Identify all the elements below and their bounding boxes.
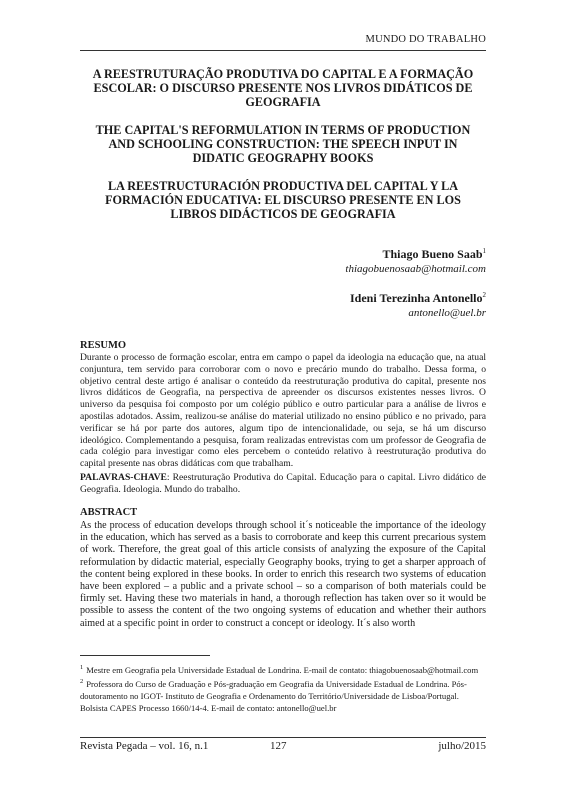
running-head: MUNDO DO TRABALHO <box>365 34 486 45</box>
issue-date: julho/2015 <box>438 740 486 752</box>
author-1-note: 1 <box>482 247 486 255</box>
author-1-email: thiagobuenosaab@hotmail.com <box>345 263 486 275</box>
keywords-text: : Reestruturação Produtiva do Capital. Educação para o capital. Livro didático de Geografia. Ideologia. Mundo do trabalho. <box>80 472 486 495</box>
header-rule <box>80 50 486 51</box>
footnote-1: $^1$ Mestre em Geografia pela Universidade Estadual de Londrina. E-mail de contato: thiagobuenosaab@hotmail.com <box>80 664 479 675</box>
footnote-rule <box>80 655 210 656</box>
footnote-2: $^2$ Professora do Curso de Graduação e Pós-graduação em Geografia da Universidade Estadual de Londrina. Pós-doutoramento no IGOT- Instituto de Geografia e Ordenamento do Território/Universidade de Lisboa/Portugal. Bolsista CAPES Processo 1660/14-4. E-mail de contato: antonello@uel.br <box>80 677 467 713</box>
resumo-heading: RESUMO <box>80 340 127 351</box>
title-portuguese: A REESTRUTURAÇÃO PRODUTIVA DO CAPITAL E A FORMAÇÃO ESCOLAR: O DISCURSO PRESENTE NOS LIVROS DIDÁTICOS DE GEOGRAFIA <box>92 67 474 109</box>
keywords-paragraph <box>80 472 486 496</box>
title-block <box>86 67 480 235</box>
author-2-name: Ideni Terezinha Antonello <box>350 291 483 305</box>
author-2-note: 2 <box>482 291 486 299</box>
title-english: THE CAPITAL'S REFORMULATION IN TERMS OF PRODUCTION AND SCHOOLING CONSTRUCTION: THE SPEECH INPUT IN DIDATIC GEOGRAPHY BOOKS <box>95 123 471 165</box>
title-spanish: LA REESTRUCTURACIÓN PRODUCTIVA DEL CAPITAL Y LA FORMACIÓN EDUCATIVA: EL DISCURSO PRESENTE EN LOS LIBROS DIDÁCTICOS DE GEOGRAFIA <box>105 179 461 221</box>
abstract-text: As the process of education develops through school it´s noticeable the importance of the ideology in the education, which has served as a basis to corroborate and keep this current precarious system of work. Therefore, the great goal of this article consists of analyzing the exposure of the Capital reformulation by didactic material, especially Geography books, trying to get a sharper approach of the content being explored in these books. In order to enrich this research two systems of education have been explored – a public and a private school – so a comparison of both materials could be firmly set. Having these two materials in hand, a thorough reflection has taken over so it would be possible to assess the content of the two ongoing systems of education and whether their authors aimed at a specific point in order to construct a concept or ideology. It´s also worth <box>80 520 486 629</box>
author-1 <box>345 244 486 276</box>
author-1-name: Thiago Bueno Saab <box>382 247 483 261</box>
resumo-text: Durante o processo de formação escolar, entra em campo o papel da ideologia na educação que, na atual conjuntura, tem servido para corroborar com o novo e precário mundo do trabalho. Dessa forma, o objetivo central deste artigo é analisar o conteúdo da reestruturação produtiva do capital, presente nos livros didáticos de Geografia, na perspectiva de apreender os discursos existentes nesses livros. O universo da pesquisa foi composto por um colégio público e outro particular para a análise de livros e apostilas adotados. Assim, realizou-se análise do material utilizado no ensino público e no privado, para verificar se há por parte dos autores, algum tipo de intencionalidade, ou seja, se há um discurso ideológico. Complementando a pesquisa, foram realizadas entrevistas com um professor de Geografia de cada colégio para investigar como eles percebem o conteúdo relativo à reestruturação produtiva do capital presente nas obras didáticas com que trabalham. <box>80 352 486 470</box>
author-2-email: antonello@uel.br <box>408 307 486 319</box>
footer-rule <box>80 737 486 738</box>
page-number: 127 <box>270 740 287 752</box>
journal-citation: Revista Pegada – vol. 16, n.1 <box>80 740 209 752</box>
author-2 <box>350 288 486 320</box>
footnotes <box>80 662 486 714</box>
keywords-label: PALAVRAS-CHAVE <box>80 472 167 483</box>
abstract-heading: ABSTRACT <box>80 507 138 518</box>
